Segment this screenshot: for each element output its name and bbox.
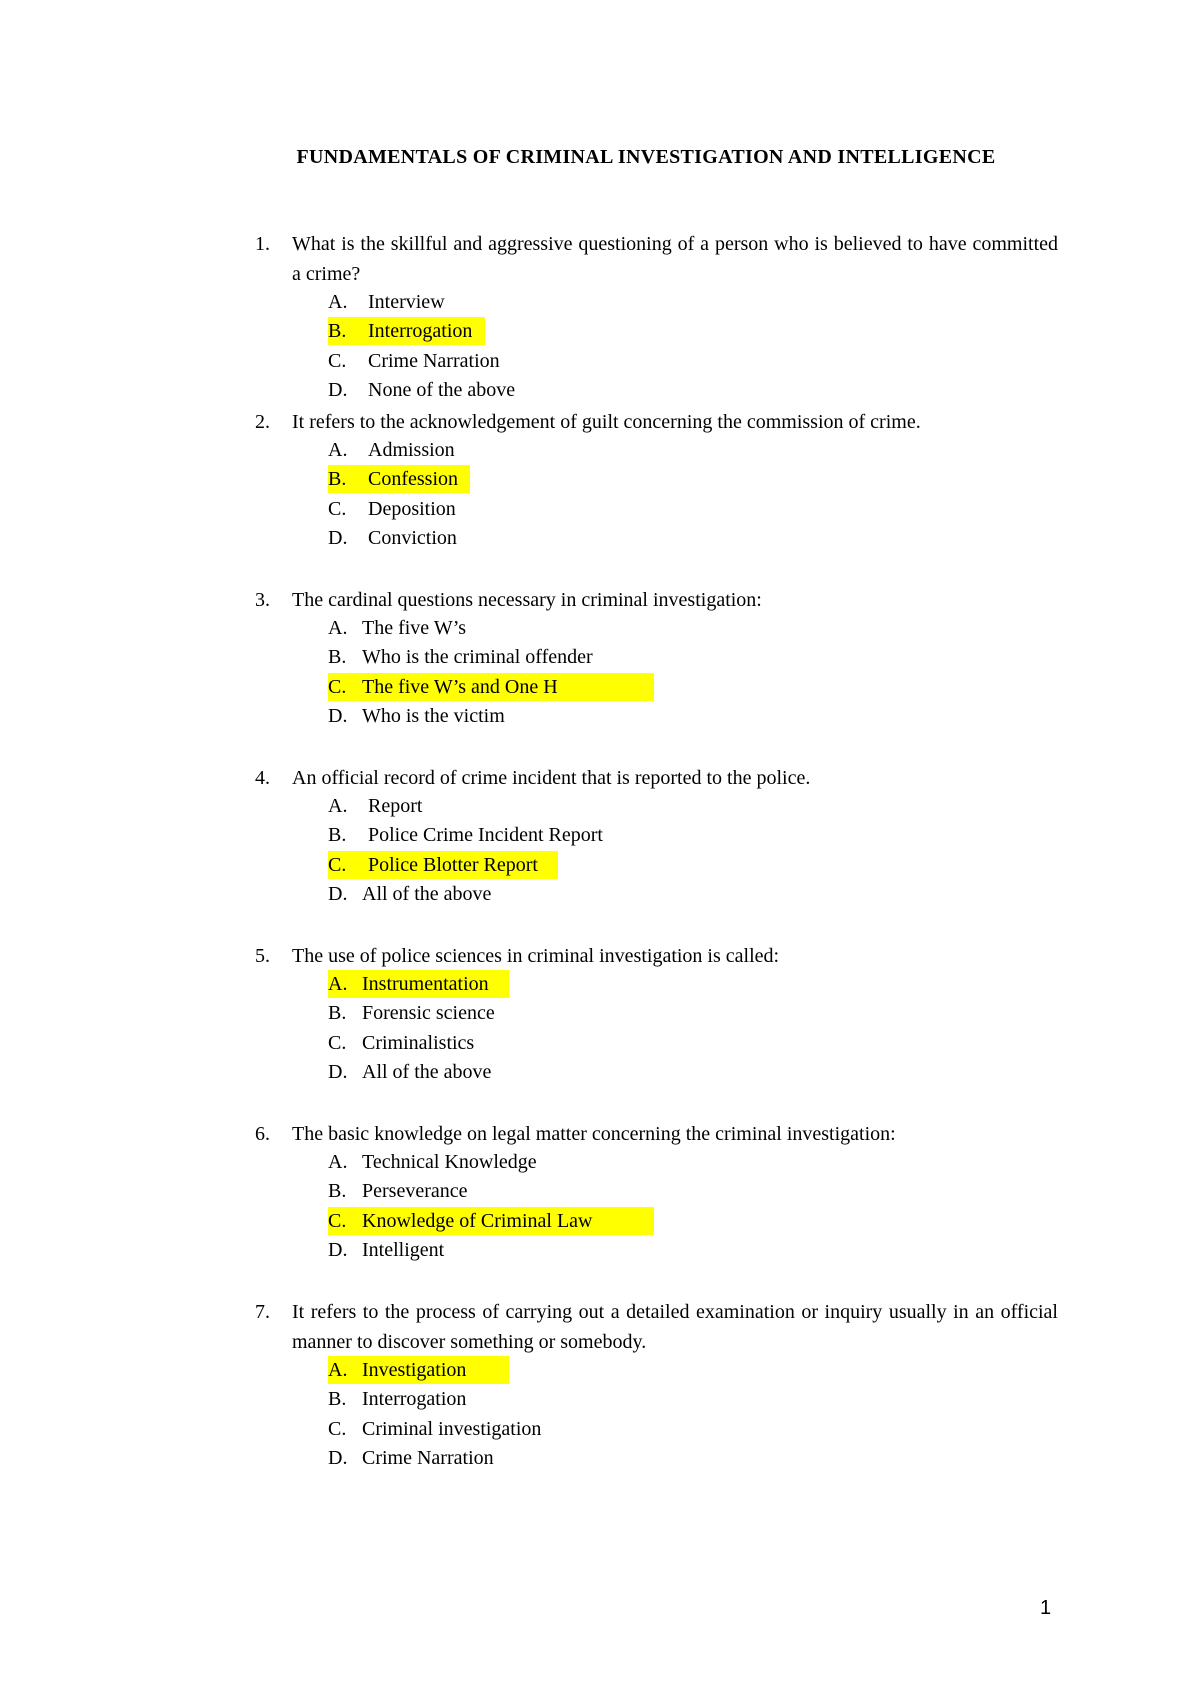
question-number: 4. [255,767,270,789]
option-text: Intelligent [362,1238,445,1261]
answer-option [0,1385,1200,1413]
answer-option [0,436,1200,464]
answer-option [0,495,1200,523]
option-letter: A. [328,1151,348,1173]
option-letter: D. [328,1238,348,1261]
answer-option [0,347,1200,375]
option-text: Crime Narration [368,349,500,372]
option-text: Perseverance [362,1180,468,1203]
option-text: All of the above [362,882,492,905]
option-letter: D. [328,882,348,905]
answer-option [0,1444,1200,1472]
answer-option [0,851,1200,879]
question-number: 3. [255,589,270,611]
option-text: Interview [368,291,445,313]
option-text: Investigation [362,1359,467,1381]
option-letter: C. [328,1031,347,1054]
answer-option [0,1207,1200,1235]
option-letter: D. [328,1446,348,1469]
option-letter: B. [328,824,347,847]
answer-option [0,614,1200,642]
option-letter: B. [328,320,347,343]
option-letter: B. [328,1002,347,1025]
option-letter: C. [328,1209,347,1232]
answer-option [0,1356,1200,1384]
option-letter: C. [328,349,347,372]
option-letter: A. [328,795,348,817]
option-letter: D. [328,526,348,549]
option-letter: C. [328,853,347,876]
option-text: Deposition [368,497,456,520]
question-text: It refers to the acknowledgement of guilt concerning the commission of crime. [292,411,921,433]
question-number: 6. [255,1123,270,1145]
option-text: Who is the criminal offender [362,646,593,669]
option-text: Who is the victim [362,704,505,727]
option-letter: B. [328,468,347,491]
option-text: Crime Narration [362,1446,494,1469]
option-text: Police Crime Incident Report [368,824,603,847]
page-title: FUNDAMENTALS OF CRIMINAL INVESTIGATION AND INTELLIGENCE [296,146,996,168]
option-letter: B. [328,646,347,669]
question-text: The basic knowledge on legal matter concerning the criminal investigation: [292,1123,896,1145]
option-letter: A. [328,1359,348,1381]
answer-option [0,880,1200,908]
option-text: Criminalistics [362,1031,475,1054]
option-letter: D. [328,1060,348,1083]
option-text: Criminal investigation [362,1417,542,1440]
page-number: 1 [1040,1597,1052,1619]
option-text: Confession [368,468,458,491]
answer-option [0,792,1200,820]
option-text: Interrogation [368,320,473,343]
option-text: Report [368,795,423,817]
question-number: 2. [255,411,270,433]
question-text: The use of police sciences in criminal investigation is called: [292,945,780,967]
answer-option [0,524,1200,552]
option-text: Knowledge of Criminal Law [362,1209,593,1232]
option-text: Forensic science [362,1002,495,1025]
option-letter: A. [328,291,348,313]
option-letter: C. [328,675,347,698]
answer-option [0,821,1200,849]
option-letter: B. [328,1388,347,1411]
option-text: None of the above [368,378,516,401]
answer-option [0,999,1200,1027]
answer-option [0,1058,1200,1086]
option-text: Admission [368,439,455,461]
question-text: It refers to the process of carrying out a detailed examination or inquiry usually in an official manner to discover something or somebody. [292,1301,1058,1353]
question-number: 5. [255,945,270,967]
answer-option [0,1236,1200,1264]
option-letter: D. [328,378,348,401]
answer-option [0,643,1200,671]
option-text: All of the above [362,1060,492,1083]
question-number: 1. [255,233,270,255]
answer-option [0,376,1200,404]
option-text: Technical Knowledge [362,1151,537,1173]
option-text: Conviction [368,526,457,549]
answer-option [0,702,1200,730]
option-letter: A. [328,439,348,461]
option-letter: C. [328,1417,347,1440]
option-letter: D. [328,704,348,727]
answer-option [0,1148,1200,1176]
question-text: An official record of crime incident that is reported to the police. [292,767,811,789]
question-text: What is the skillful and aggressive questioning of a person who is believed to have committed a crime? [292,233,1058,285]
answer-option [0,465,1200,493]
answer-option [0,673,1200,701]
answer-option [0,288,1200,316]
answer-option [0,970,1200,998]
answer-option [0,1029,1200,1057]
question-number: 7. [255,1301,270,1323]
question-text: The cardinal questions necessary in criminal investigation: [292,589,762,611]
answer-option [0,1177,1200,1205]
option-text: Instrumentation [362,973,489,995]
option-letter: A. [328,973,348,995]
answer-option [0,1415,1200,1443]
answer-option [0,317,1200,345]
option-text: Interrogation [362,1388,467,1411]
option-text: Police Blotter Report [368,853,538,876]
option-letter: C. [328,497,347,520]
option-text: The five W’s and One H [362,675,558,698]
option-text: The five W’s [362,617,467,639]
option-letter: B. [328,1180,347,1203]
option-letter: A. [328,617,348,639]
